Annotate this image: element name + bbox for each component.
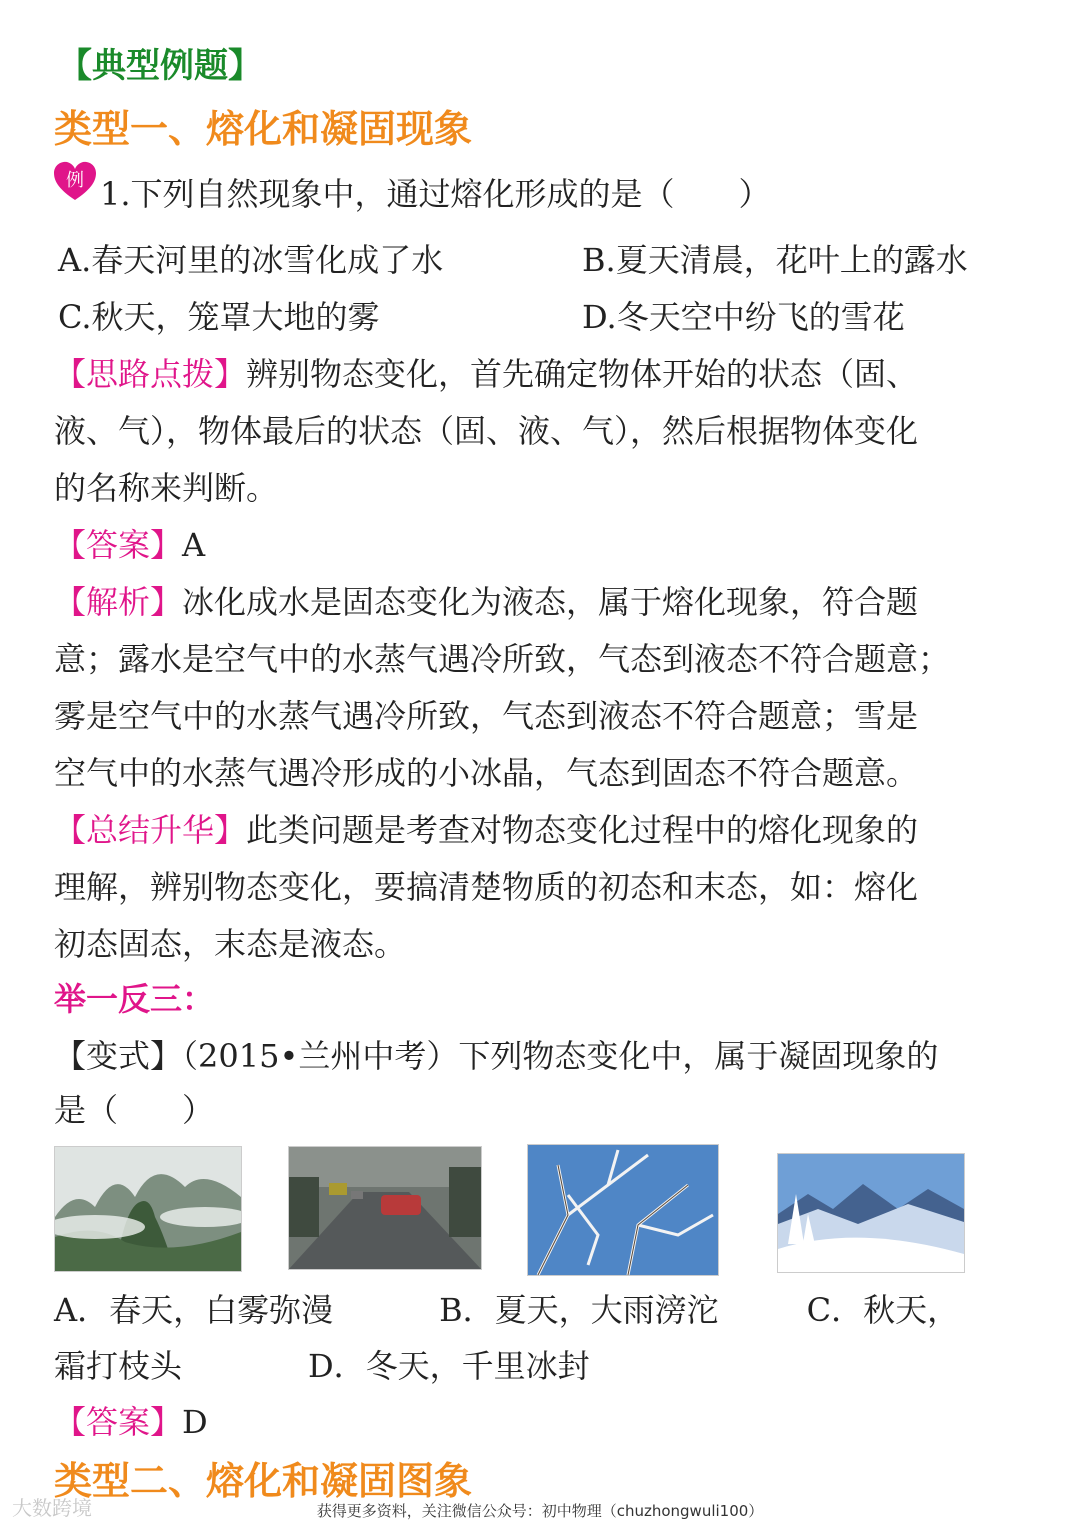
analysis-label: 【解析】 [54,583,183,621]
hint-line-1: 【思路点拨】辨别物态变化，首先确定物体开始的状态（固、 [54,355,919,393]
practice-option-d: D．冬天，千里冰封 [308,1347,590,1385]
analysis-line-2: 意；露水是空气中的水蒸气遇冷所致，气态到液态不符合题意； [54,640,951,678]
practice-options-line-2 [54,1338,590,1394]
summary-line-3: 初态固态，末态是液态。 [54,925,407,963]
practice-option-c-cont: 霜打枝头 [54,1347,183,1385]
answer-value: A [182,526,206,564]
analysis-line-1: 【解析】冰化成水是固态变化为液态，属于熔化现象，符合题 [54,583,919,621]
example-badge-icon [52,160,98,202]
photo-snow-landscape [777,1153,965,1273]
option-b: B.夏天清晨，花叶上的露水 [582,241,968,279]
summary-line-1: 【总结升华】此类问题是考查对物态变化过程中的熔化现象的 [54,811,919,849]
answer-label: 【答案】 [54,526,183,564]
practice-answer-label: 【答案】 [54,1403,183,1441]
example-badge-label: 例 [66,170,84,191]
option-d: D.冬天空中纷飞的雪花 [582,298,905,336]
photo-heavy-rain [288,1146,482,1270]
photo-frosted-branches [527,1144,719,1276]
option-a: A.春天河里的冰雪化成了水 [58,241,444,279]
practice-question-line-1: 【变式】（2015•兰州中考）下列物态变化中，属于凝固现象的 [54,1037,939,1075]
practice-option-c: C．秋天， [806,1291,960,1329]
section-heading: 【典型例题】 [58,46,262,86]
example1-question: 1.下列自然现象中，通过熔化形成的是（ ） [100,175,771,213]
answer-line [54,517,205,573]
hint-label: 【思路点拨】 [54,355,247,393]
hint-line-3: 的名称来判断。 [54,469,279,507]
type2-heading: 类型二、熔化和凝固图象 [54,1459,473,1503]
hint-line-2: 液、气），物体最后的状态（固、液、气），然后根据物体变化 [54,412,919,450]
summary-line-2: 理解，辨别物态变化，要搞清楚物质的初态和末态，如：熔化 [54,868,919,906]
summary-label: 【总结升华】 [54,811,247,849]
footer-note: 获得更多资料，关注微信公众号：初中物理（chuzhongwuli100） [316,1502,764,1520]
option-c: C.秋天，笼罩大地的雾 [58,298,380,336]
practice-answer-line [54,1394,208,1450]
practice-option-b: B．夏天，大雨滂沱 [439,1291,719,1329]
practice-question-line-2: 是（ ） [54,1091,215,1129]
practice-options-line-1 [54,1282,959,1338]
practice-option-a: A．春天，白雾弥漫 [54,1291,334,1329]
analysis-line-3: 雾是空气中的水蒸气遇冷所致，气态到液态不符合题意；雪是 [54,697,919,735]
practice-answer-value: D [182,1403,208,1441]
watermark: 大数跨境 [12,1496,92,1520]
photo-mist-mountain [54,1146,242,1272]
analysis-line-4: 空气中的水蒸气遇冷形成的小冰晶，气态到固态不符合题意。 [54,754,919,792]
type1-heading: 类型一、熔化和凝固现象 [54,107,473,151]
practice-heading: 举一反三： [54,980,215,1018]
